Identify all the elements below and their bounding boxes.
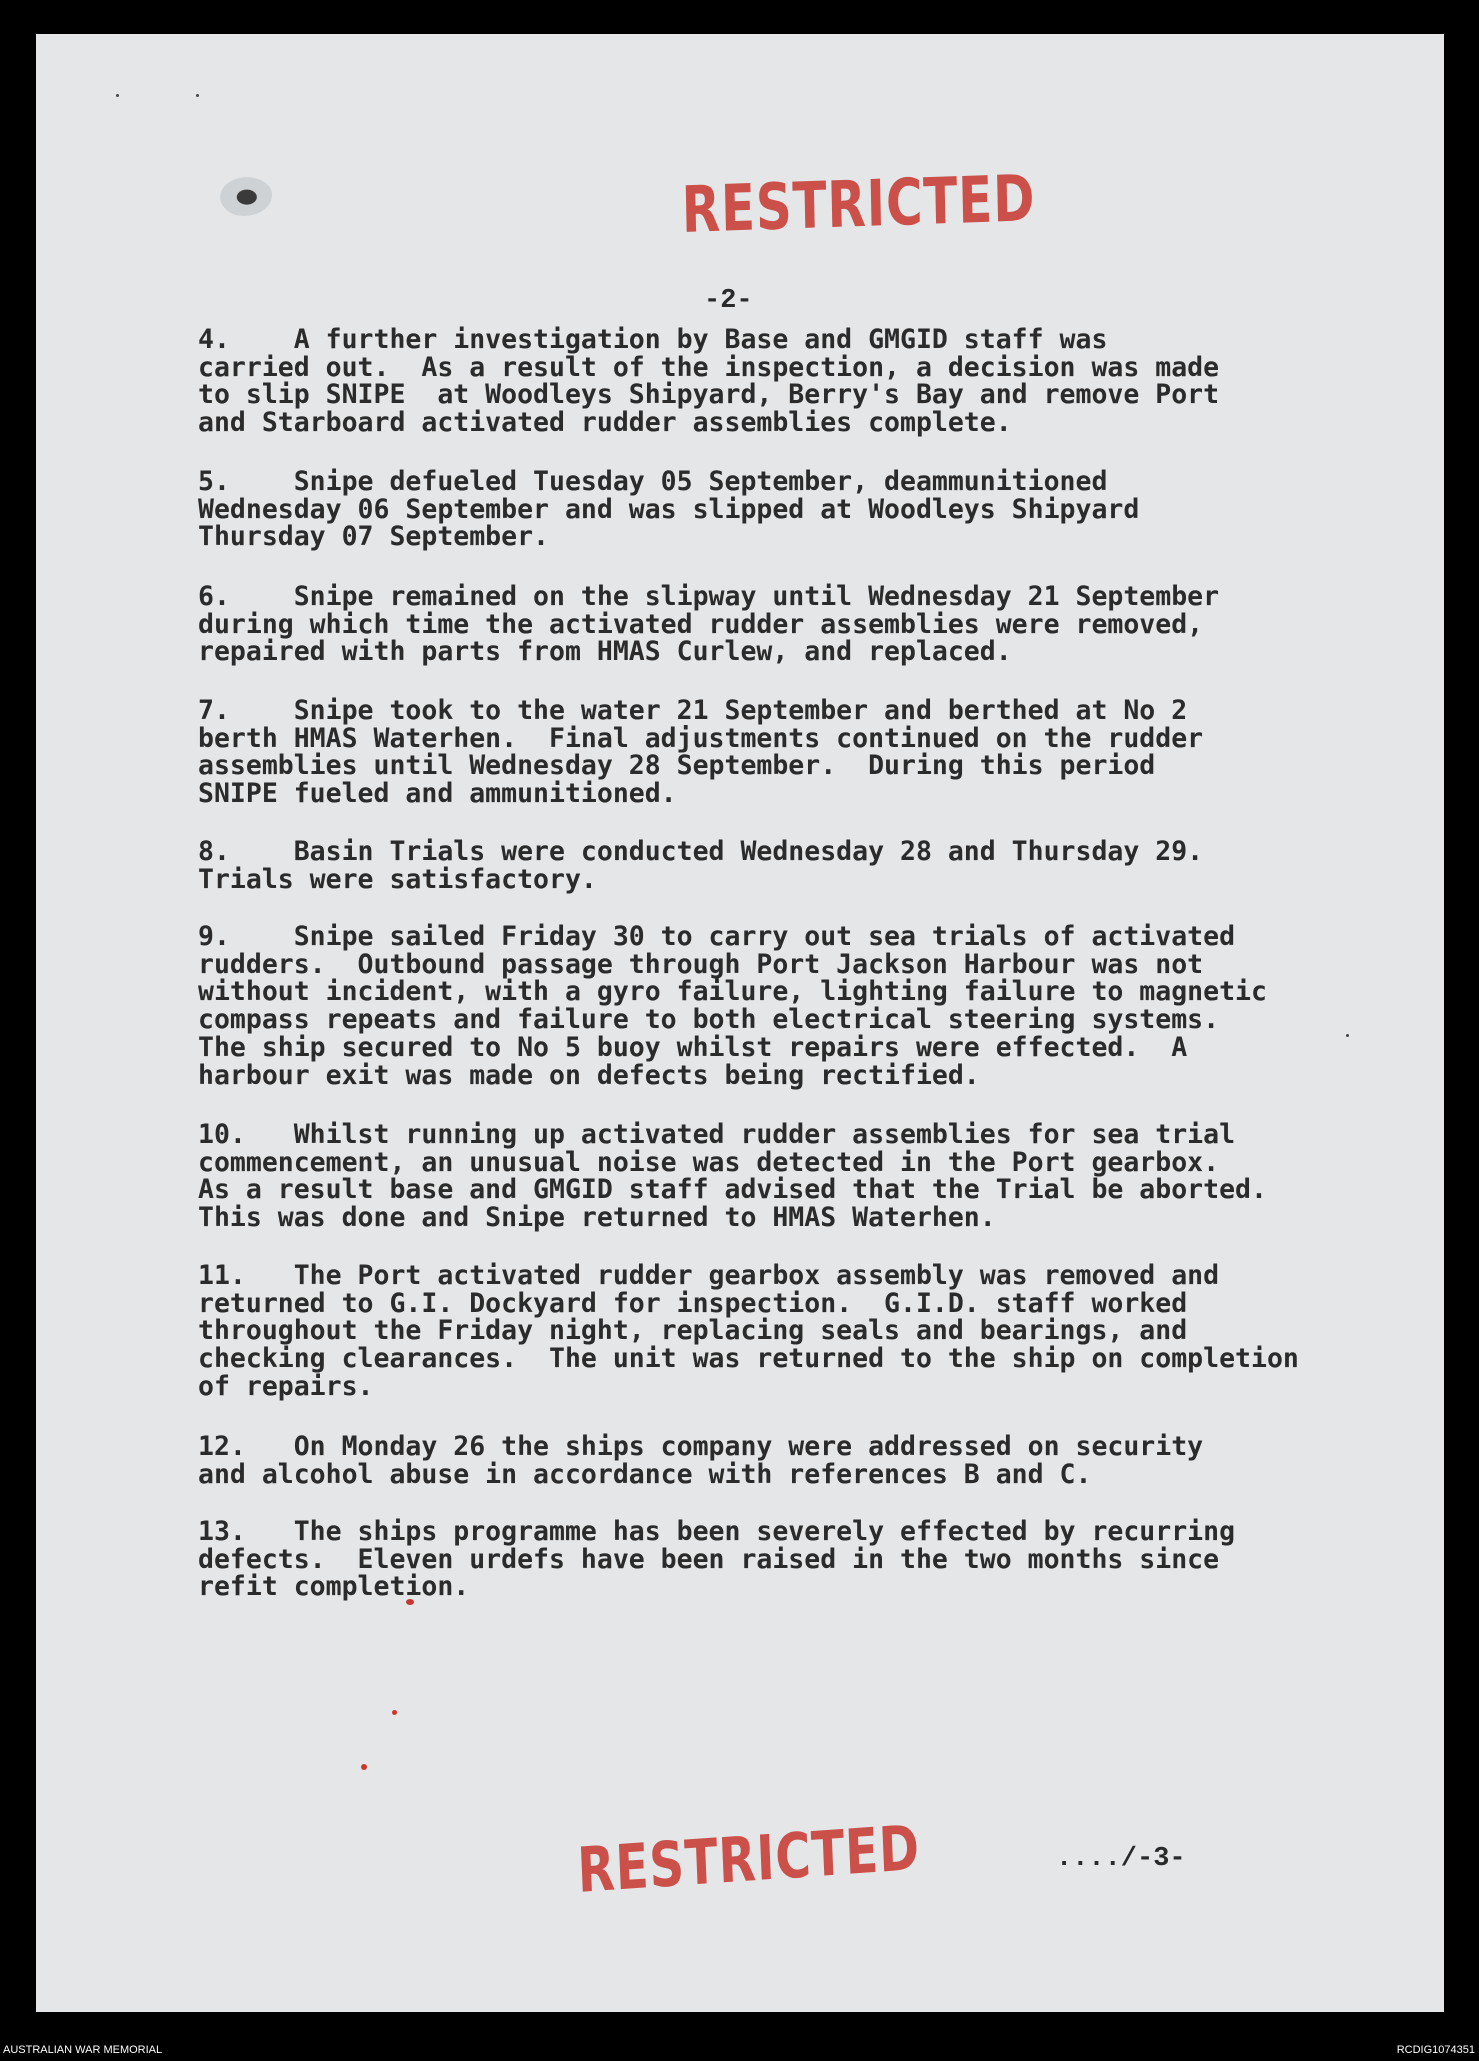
restricted-stamp-top: RESTRICTED [681, 162, 1036, 248]
speck [1346, 1034, 1349, 1037]
paragraph-12: 12. On Monday 26 the ships company were addressed on security and alcohol abuse in accordance with references B and C. [198, 1431, 1204, 1490]
speck [116, 94, 119, 97]
paragraph-9: 9. Snipe sailed Friday 30 to carry out sea trials of activated rudders. Outbound passage through Port Jackson Harbour was not without incident, with a gyro failure, lighting failure to magnetic compass repeats and failure to both electrical steering systems. The ship secured to No 5 buoy whilst repairs were effected. A harbour exit was made on defects being rectified. [198, 921, 1267, 1091]
paragraph-7: 7. Snipe took to the water 21 September and berthed at No 2 berth HMAS Waterhen. Final adjustments continued on the rudder assemblies until Wednesday 28 September. During this period SNIPE fueled and ammunitioned. [198, 695, 1204, 810]
restricted-stamp-bottom: RESTRICTED [576, 1811, 922, 1907]
paragraph-6: 6. Snipe remained on the slipway until Wednesday 21 September during which time the activated rudder assemblies were removed, repaired with parts from HMAS Curlew, and replaced. [198, 581, 1220, 668]
speck [196, 94, 199, 97]
continuation-marker: ..../-3- [1056, 1844, 1186, 1874]
paragraph-11: 11. The Port activated rudder gearbox assembly was removed and returned to G.I. Dockyard for inspection. G.I.D. staff worked throughout the Friday night, replacing seals and bearings, and checking clearances. The unit was returned to the ship on completion of repairs. [198, 1260, 1299, 1402]
paragraph-13: 13. The ships programme has been severely effected by recurring defects. Eleven urdefs have been raised in the two months since refit completion. [198, 1516, 1236, 1603]
footer-record-id: RCDIG1074351 [1396, 2044, 1475, 2056]
footer-archive-name: AUSTRALIAN WAR MEMORIAL [3, 2044, 163, 2056]
paragraph-8: 8. Basin Trials were conducted Wednesday 28 and Thursday 29. Trials were satisfactory. [198, 836, 1204, 895]
paragraph-5: 5. Snipe defueled Tuesday 05 September, deammunitioned Wednesday 06 September and was slipped at Woodleys Shipyard Thursday 07 September. [198, 466, 1140, 553]
punch-hole [216, 174, 272, 216]
paragraph-10: 10. Whilst running up activated rudder assemblies for sea trial commencement, an unusual noise was detected in the Port gearbox. As a result base and GMGID staff advised that the Trial be aborted. This was done and Snipe returned to HMAS Waterhen. [198, 1119, 1267, 1234]
ink-speck [361, 1764, 367, 1770]
paragraph-4: 4. A further investigation by Base and GMGID staff was carried out. As a result of the inspection, a decision was made to slip SNIPE at Woodleys Shipyard, Berry's Bay and remove Port and Starboard activated rudder assemblies complete. [198, 324, 1220, 439]
page-number: -2- [704, 286, 753, 316]
ink-speck [392, 1710, 397, 1715]
